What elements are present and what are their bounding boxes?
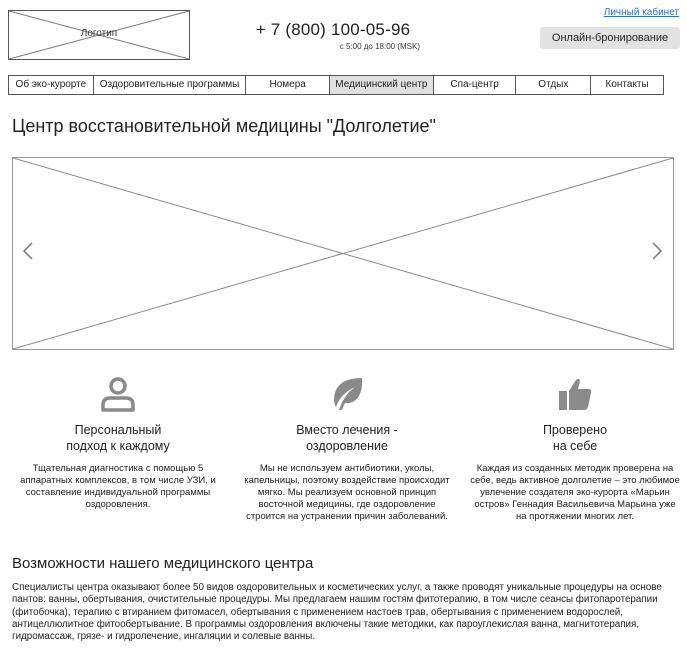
person-icon [100, 376, 136, 412]
thumbs-up-icon [557, 376, 593, 412]
feature-title [242, 422, 452, 454]
feature-title [470, 422, 680, 454]
nav-item-about[interactable]: Об эко-курорте [9, 76, 94, 94]
feature-description: Мы не используем антибиотики, уколы, капельницы, поэтому воздействие происходит мягко. Мы реализуем основной принцип восточной медицины, где оздоровление строится на устранении причин заболеваний. [244, 463, 450, 522]
slider-next-arrow-icon[interactable] [651, 242, 663, 260]
feature-icon-wrap [13, 375, 223, 413]
slider-prev-arrow-icon[interactable] [22, 242, 34, 260]
phone-number[interactable]: + 7 (800) 100-05-96 [255, 20, 411, 39]
feature-description: Каждая из созданных методик проверена на себе, ведь активное долголетие – это любимое увлечение создателя эко-курорта «Марьин остров» Геннадия Васильевича Марьина уже на протяжении многих лет. [470, 463, 680, 522]
account-link[interactable]: Личный кабинет [603, 7, 679, 18]
feature-icon-wrap [470, 375, 680, 413]
feature-title-line1: Вместо лечения - [296, 423, 398, 437]
capabilities-text: Специалисты центра оказывают более 50 видов оздоровительных и косметических услуг, а также проводят уникальные процедуры на основе пантов: ванны, обертывания, очистительные процедуры. Мы предлагаем нашим гостям фитотерапию, в том числе сеансы фитопаротерапии (фитобочка), терапию с втиранием фитомасел, обертывания с применением настоев трав, обертывания с применением водорослей, антицеллюлитное фитообертывание. В программы оздоровления включены такие методики, как пароуглекислая ванна, магнитотерапия, гидромассаж, грязе- и гидролечение, ингаляции и солевые ванны. [12, 582, 662, 643]
nav-item-medical-center[interactable]: Медицинский центр [330, 76, 434, 94]
feature-tested-on-ourselves [470, 375, 680, 523]
feature-personal-approach [13, 375, 223, 511]
feature-wellness-instead-of-treatment [242, 375, 452, 523]
nav-item-programs[interactable]: Оздоровительные программы [94, 76, 247, 94]
feature-icon-wrap [242, 375, 452, 413]
feature-title-line1: Проверено [542, 423, 608, 437]
logo-placeholder[interactable] [8, 10, 190, 60]
slider-image-placeholder [13, 158, 673, 349]
feature-title-line2: подход к каждому [66, 439, 170, 453]
logo-text: Логотип [80, 28, 118, 39]
working-hours: с 5:00 до 18:00 (MSK) [339, 42, 420, 51]
feature-title-line2: на себе [552, 439, 598, 453]
main-nav [8, 75, 664, 95]
feature-description: Тщательная диагностика с помощью 5 аппаратных комплексов, в том числе УЗИ, и составление индивидуальной программы оздоровления. [20, 463, 216, 510]
feature-title-line1: Персональный [74, 423, 162, 437]
nav-item-rooms[interactable]: Номера [246, 76, 330, 94]
nav-item-spa[interactable]: Спа-центр [434, 76, 517, 94]
page-title: Центр восстановительной медицины "Долголетие" [12, 116, 436, 136]
image-slider [12, 157, 674, 350]
nav-item-leisure[interactable]: Отдых [516, 76, 591, 94]
leaf-icon [329, 376, 365, 412]
feature-title-line2: оздоровление [306, 439, 388, 453]
nav-item-contacts[interactable]: Контакты [605, 79, 649, 90]
capabilities-title: Возможности нашего медицинского центра [12, 555, 314, 572]
feature-title [13, 422, 223, 454]
online-booking-button[interactable]: Онлайн-бронирование [540, 27, 680, 49]
